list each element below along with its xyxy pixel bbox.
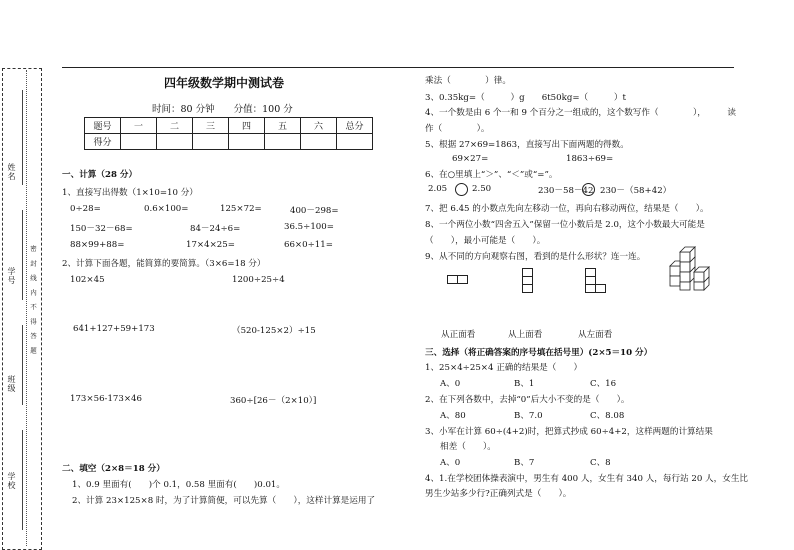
score-header-cell: 四 bbox=[229, 118, 265, 134]
choice-q4-cont: 男生少站多少行?正确列式是（ ）。 bbox=[425, 489, 572, 499]
oral-item: 66×0÷11= bbox=[284, 240, 333, 250]
score-cell bbox=[229, 134, 265, 150]
top-view-shape bbox=[522, 268, 534, 290]
oral-item: 17×4×25= bbox=[186, 240, 235, 250]
section2-title: 二、填空（2×8＝18 分） bbox=[62, 464, 165, 474]
header-rule bbox=[62, 67, 734, 68]
compare-item: 230－58－42 bbox=[538, 186, 594, 196]
fill-q6: 6、在○里填上“＞”、“＜”或“=”。 bbox=[425, 170, 558, 180]
section1-q1: 1、直接写出得数（1×10=10 分） bbox=[62, 188, 198, 198]
calc-item: （520-125×2）÷15 bbox=[232, 326, 316, 336]
score-header-cell: 五 bbox=[265, 118, 301, 134]
oral-item: 400－298= bbox=[290, 206, 339, 216]
section3-title: 三、选择（将正确答案的序号填在括号里）(2×5＝10 分） bbox=[425, 348, 653, 358]
fill-q9: 9、从不同的方向观察右图，看到的是什么形状？连一连。 bbox=[425, 252, 646, 262]
choice-option[interactable]: A、0 bbox=[440, 458, 461, 468]
calc-item: 641+127+59+173 bbox=[73, 324, 155, 334]
score-cell bbox=[265, 134, 301, 150]
compare-item: 2.50 bbox=[472, 184, 492, 194]
oral-item: 125×72= bbox=[220, 204, 262, 214]
class-underline bbox=[22, 325, 23, 405]
score-header-cell: 二 bbox=[157, 118, 193, 134]
score-header-cell: 题号 bbox=[85, 118, 121, 134]
left-view-shape bbox=[585, 268, 607, 290]
score-table bbox=[84, 117, 373, 150]
score-cell bbox=[193, 134, 229, 150]
score-cell bbox=[301, 134, 337, 150]
section1-q2: 2、计算下面各题，能简算的要简算。（3×6=18 分） bbox=[62, 259, 266, 269]
score-cell bbox=[121, 134, 157, 150]
section1-title: 一、计算（28 分） bbox=[62, 170, 138, 180]
choice-q2: 2、在下列各数中，去掉“0”后大小不变的是（ ）。 bbox=[425, 395, 630, 405]
compare-circle[interactable] bbox=[582, 183, 595, 196]
fill-q5a: 69×27= bbox=[452, 154, 489, 164]
choice-q1: 1、25×4÷25×4 正确的结果是（ ） bbox=[425, 363, 583, 373]
oral-item: 88×99+88= bbox=[70, 240, 125, 250]
choice-option[interactable]: B、1 bbox=[514, 379, 535, 389]
score-cell bbox=[157, 134, 193, 150]
fill-q2-cont: 乘法（ ）律。 bbox=[425, 76, 511, 86]
view-label-left: 从左面看 bbox=[578, 330, 613, 340]
calc-item: 360÷[26－（2×10）] bbox=[230, 396, 317, 406]
score-table-score-row bbox=[85, 134, 373, 150]
score-table-header-row bbox=[85, 118, 373, 134]
choice-option[interactable]: B、7 bbox=[514, 458, 535, 468]
oral-item: 150－32－68= bbox=[70, 224, 133, 234]
compare-item: 230－（58+42） bbox=[600, 186, 672, 196]
school-underline bbox=[22, 430, 23, 530]
score-header-cell: 六 bbox=[301, 118, 337, 134]
choice-option[interactable]: B、7.0 bbox=[514, 411, 543, 421]
calc-item: 173×56-173×46 bbox=[70, 394, 142, 404]
compare-circle[interactable] bbox=[455, 183, 468, 196]
choice-option[interactable]: C、16 bbox=[590, 379, 617, 389]
seal-dotted-line bbox=[26, 70, 27, 546]
oral-item: 0.6×100= bbox=[144, 204, 189, 214]
fill-q3: 3、0.35kg=（ ）g 6t50kg=（ ）t bbox=[425, 93, 626, 103]
score-header-cell: 三 bbox=[193, 118, 229, 134]
fill-q7: 7、把 6.45 的小数点先向左移动一位，再向右移动两位，结果是（ ）。 bbox=[425, 204, 709, 214]
choice-option[interactable]: C、8.08 bbox=[590, 411, 625, 421]
oral-item: 0÷28= bbox=[70, 204, 101, 214]
calc-item: 102×45 bbox=[70, 275, 105, 285]
view-label-top: 从上面看 bbox=[508, 330, 543, 340]
page-title: 四年级数学期中测试卷 bbox=[164, 76, 285, 90]
cube-stack-figure bbox=[664, 246, 714, 292]
choice-q3-cont: 相差（ ）。 bbox=[440, 442, 496, 452]
exam-meta: 时间：80 分钟 分值：100 分 bbox=[152, 104, 293, 115]
name-underline bbox=[22, 90, 23, 185]
calc-item: 1200÷25÷4 bbox=[232, 275, 285, 285]
score-cell bbox=[337, 134, 373, 150]
fill-q2: 2、计算 23×125×8 时，为了计算简便，可以先算（ ），这样计算是运用了 bbox=[72, 496, 376, 506]
binding-class-label: 班级 bbox=[7, 375, 16, 393]
score-row-label: 得分 bbox=[85, 134, 121, 150]
choice-q3: 3、小军在计算 60÷(4+2)时，把算式抄成 60÷4+2，这样两题的计算结果 bbox=[425, 427, 713, 437]
binding-school-label: 学校 bbox=[7, 472, 16, 490]
fill-q1: 1、0.9 里面有( )个 0.1，0.58 里面有( )0.01。 bbox=[72, 480, 285, 490]
fill-q4: 4、一个数是由 6 个一和 9 个百分之一组成的，这个数写作（ ）， 读 bbox=[425, 108, 736, 118]
oral-item: 84－24÷6= bbox=[190, 224, 241, 234]
seal-notice: 密 封 线 内 不 得 答 题 bbox=[29, 245, 37, 357]
score-header-cell: 总分 bbox=[337, 118, 373, 134]
choice-option[interactable]: A、0 bbox=[440, 379, 461, 389]
fill-q8-cont: （ ），最小可能是（ ）。 bbox=[425, 236, 546, 246]
choice-option[interactable]: C、8 bbox=[590, 458, 611, 468]
choice-q4: 4、1.在学校团体操表演中，男生有 400 人，女生有 340 人，每行站 20 人，女生比 bbox=[425, 474, 749, 484]
exam-no-underline bbox=[22, 210, 23, 300]
binding-name-label: 姓名 bbox=[7, 163, 16, 181]
compare-item: 2.05 bbox=[428, 184, 448, 194]
fill-q5: 5、根据 27×69=1863，直接写出下面两题的得数。 bbox=[425, 140, 629, 150]
front-view-shape bbox=[447, 273, 469, 285]
view-label-front: 从正面看 bbox=[441, 330, 476, 340]
fill-q8: 8、一个两位小数“四舍五入”保留一位小数后是 2.0，这个小数最大可能是 bbox=[425, 220, 705, 230]
fill-q5b: 1863÷69= bbox=[566, 154, 614, 164]
oral-item: 36.5÷100= bbox=[284, 222, 334, 232]
fill-q4-cont: 作（ ）。 bbox=[425, 124, 490, 134]
choice-option[interactable]: A、80 bbox=[440, 411, 466, 421]
binding-exam-no-label: 学号 bbox=[7, 267, 16, 285]
score-header-cell: 一 bbox=[121, 118, 157, 134]
